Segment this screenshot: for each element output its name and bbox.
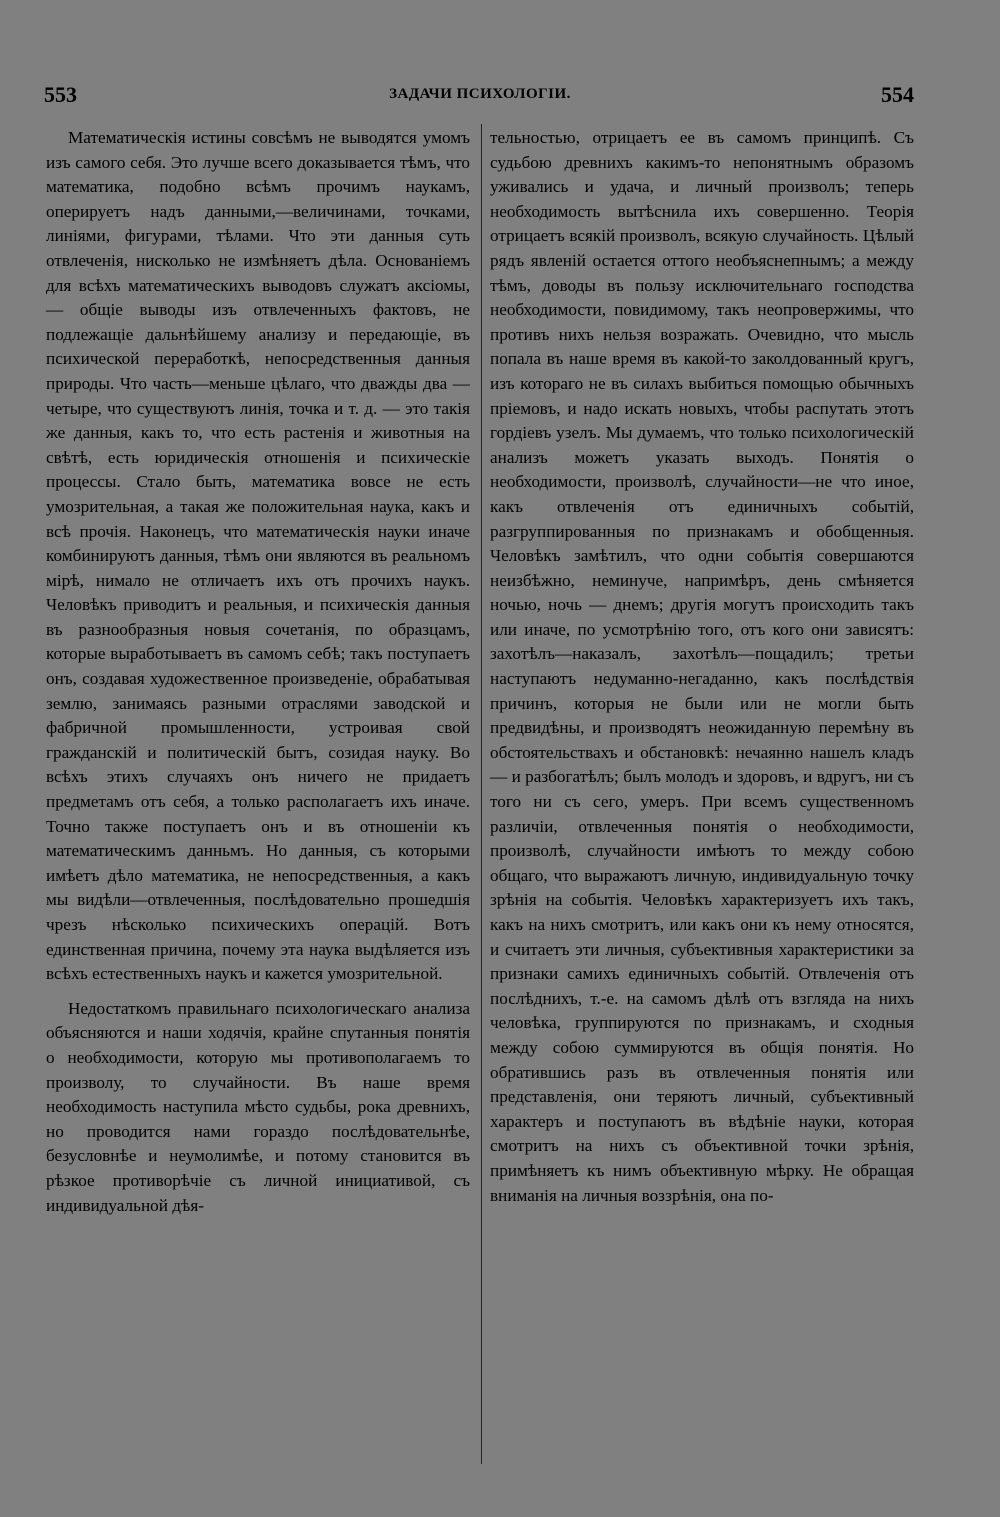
page-number-right: 554: [881, 82, 914, 107]
page-number-left: 553: [44, 82, 77, 107]
left-column: [46, 126, 470, 1218]
left-paragraph-1: Математическія истины совсѣмъ не выводятся умомъ изъ самого себя. Это лучше всего доказывается тѣмъ, что математика, подобно всѣмъ прочимъ наукамъ, оперируетъ надъ данными,—величинами, точками, линіями, фигурами, тѣлами. Что эти данныя суть отвлеченія, нисколько не измѣняетъ дѣла. Основаніемъ для всѣхъ математическихъ выводовъ служатъ аксіомы, — общіе выводы изъ отвлеченныхъ фактовъ, не подлежащіе дальнѣйшему анализу и передающіе, въ психической переработкѣ, непосредственныя данныя природы. Что часть—меньше цѣлаго, что дважды два — четыре, что существуютъ линія, точка и т. д. — это такія же данныя, какъ то, что есть растенія и животныя на свѣтѣ, есть юридическія отношенія и психическіе процессы. Стало быть, математика вовсе не есть умозрительная, а такая же положительная наука, какъ и всѣ прочія. Наконецъ, что математическія науки иначе комбинируютъ данныя, тѣмъ они являются въ реальномъ мірѣ, нимало не отличаетъ ихъ отъ прочихъ наукъ. Человѣкъ приводитъ и реальныя, и психическія данныя въ разнообразныя новыя сочетанія, по образцамъ, которые выработываетъ въ самомъ себѣ; такъ поступаетъ онъ, создавая художественное произведеніе, обрабатывая землю, занимаясь разными отраслями заводской и фабричной промышленности, устроивая свой гражданскій и политическій бытъ, созидая науку. Во всѣхъ этихъ случаяхъ онъ ничего не придаетъ предметамъ отъ себя, а только располагаетъ ихъ иначе. Точно также поступаетъ онъ и въ отношеніи къ математическимъ данньмъ. Но данныя, съ которыми имѣетъ дѣло математика, не непосредственныя, а какъ мы видѣли—отвлеченныя, послѣдовательно прошедшія чрезъ нѣсколько психическихъ операцій. Вотъ единственная причина, почему эта наука выдѣляется изъ всѣхъ естественныхъ наукъ и кажется умозрительной.: [46, 128, 470, 984]
page-header: [0, 82, 1000, 112]
right-column: [490, 126, 914, 1208]
running-title: ЗАДАЧИ ПСИХОЛОГІИ.: [389, 86, 571, 102]
column-divider: [481, 124, 482, 1464]
right-paragraph-1: тельностью, отрицаетъ ее въ самомъ принципѣ. Съ судьбою древнихъ какимъ-то непонятнымъ образомъ уживались и удача, и личный произволъ; теперь необходимость вытѣснила ихъ совершенно. Теорія отрицаетъ всякій произволъ, всякую случайность. Цѣлый рядъ явленій остается оттого необъяснепнымъ; а между тѣмъ, доводы въ пользу исключительнаго господства необходимости, повидимому, такъ неопровержимы, что противъ нихъ нельзя возражать. Очевидно, что мысль попала въ наше время въ какой-то заколдованный кругъ, изъ котораго не въ силахъ выбиться помощью обычныхъ пріемовъ, и надо искать новыхъ, чтобы распутать этотъ гордіевъ узелъ. Мы думаемъ, что только психологическій анализъ можетъ указать выходъ. Понятія о необходимости, произволѣ, случайности—не что иное, какъ отвлеченія отъ единичныхъ событій, разгруппированныя по признакамъ и обобщенныя. Человѣкъ замѣтилъ, что одни событія совершаются неизбѣжно, неминуче, напримѣръ, день смѣняется ночью, ночь — днемъ; другія могутъ происходить такъ или иначе, по усмотрѣнію того, отъ кого они зависятъ: захотѣлъ—наказалъ, захотѣлъ—пощадилъ; третьи наступаютъ недуманно-негаданно, какъ послѣдствія причинъ, которыя не были или не могли быть предвидѣны, и производятъ неожиданную перемѣну въ обстоятельствахъ и обстановкѣ: нечаянно нашелъ кладъ — и разбогатѣлъ; былъ молодъ и здоровъ, и вдругъ, ни съ того ни съ сего, умеръ. При всемъ существенномъ различіи, отвлеченныя понятія о необходимости, произволѣ, случайности имѣютъ то между собою общаго, что выражаютъ личную, индивидуальную точку зрѣнія на событія. Человѣкъ характеризуетъ ихъ такъ, какъ на нихъ смотритъ, или какъ они къ нему относятся, и считаетъ эти личныя, субъективныя характеристики за признаки самихъ единичныхъ событій. Отвлеченія отъ послѣднихъ, т.-е. на самомъ дѣлѣ отъ взгляда на нихъ человѣка, группируются по признакамъ, и сходныя между собою суммируются въ общія понятія. Но обратившись разъ въ отвлеченныя понятія или представленія, они теряютъ личный, субъективный характеръ и поступаютъ въ вѣдѣніе науки, которая смотритъ на нихъ съ объективной точки зрѣнія, примѣняетъ къ нимъ объективную мѣрку. Не обращая вниманія на личныя воззрѣнія, она по-: [490, 128, 914, 1205]
left-paragraph-2: Недостаткомъ правильнаго психологическаго анализа объясняются и наши ходячія, крайне спутанныя понятія о необходимости, которую мы противополагаемъ то произволу, то случайности. Въ наше время необходимость наступила мѣсто судьбы, рока древнихъ, но проводится нами гораздо послѣдовательнѣе, безусловнѣе и неумолимѣе, и потому становится въ рѣзкое противорѣчіе съ личной инициативой, съ индивидуальной дѣя-: [46, 998, 470, 1215]
